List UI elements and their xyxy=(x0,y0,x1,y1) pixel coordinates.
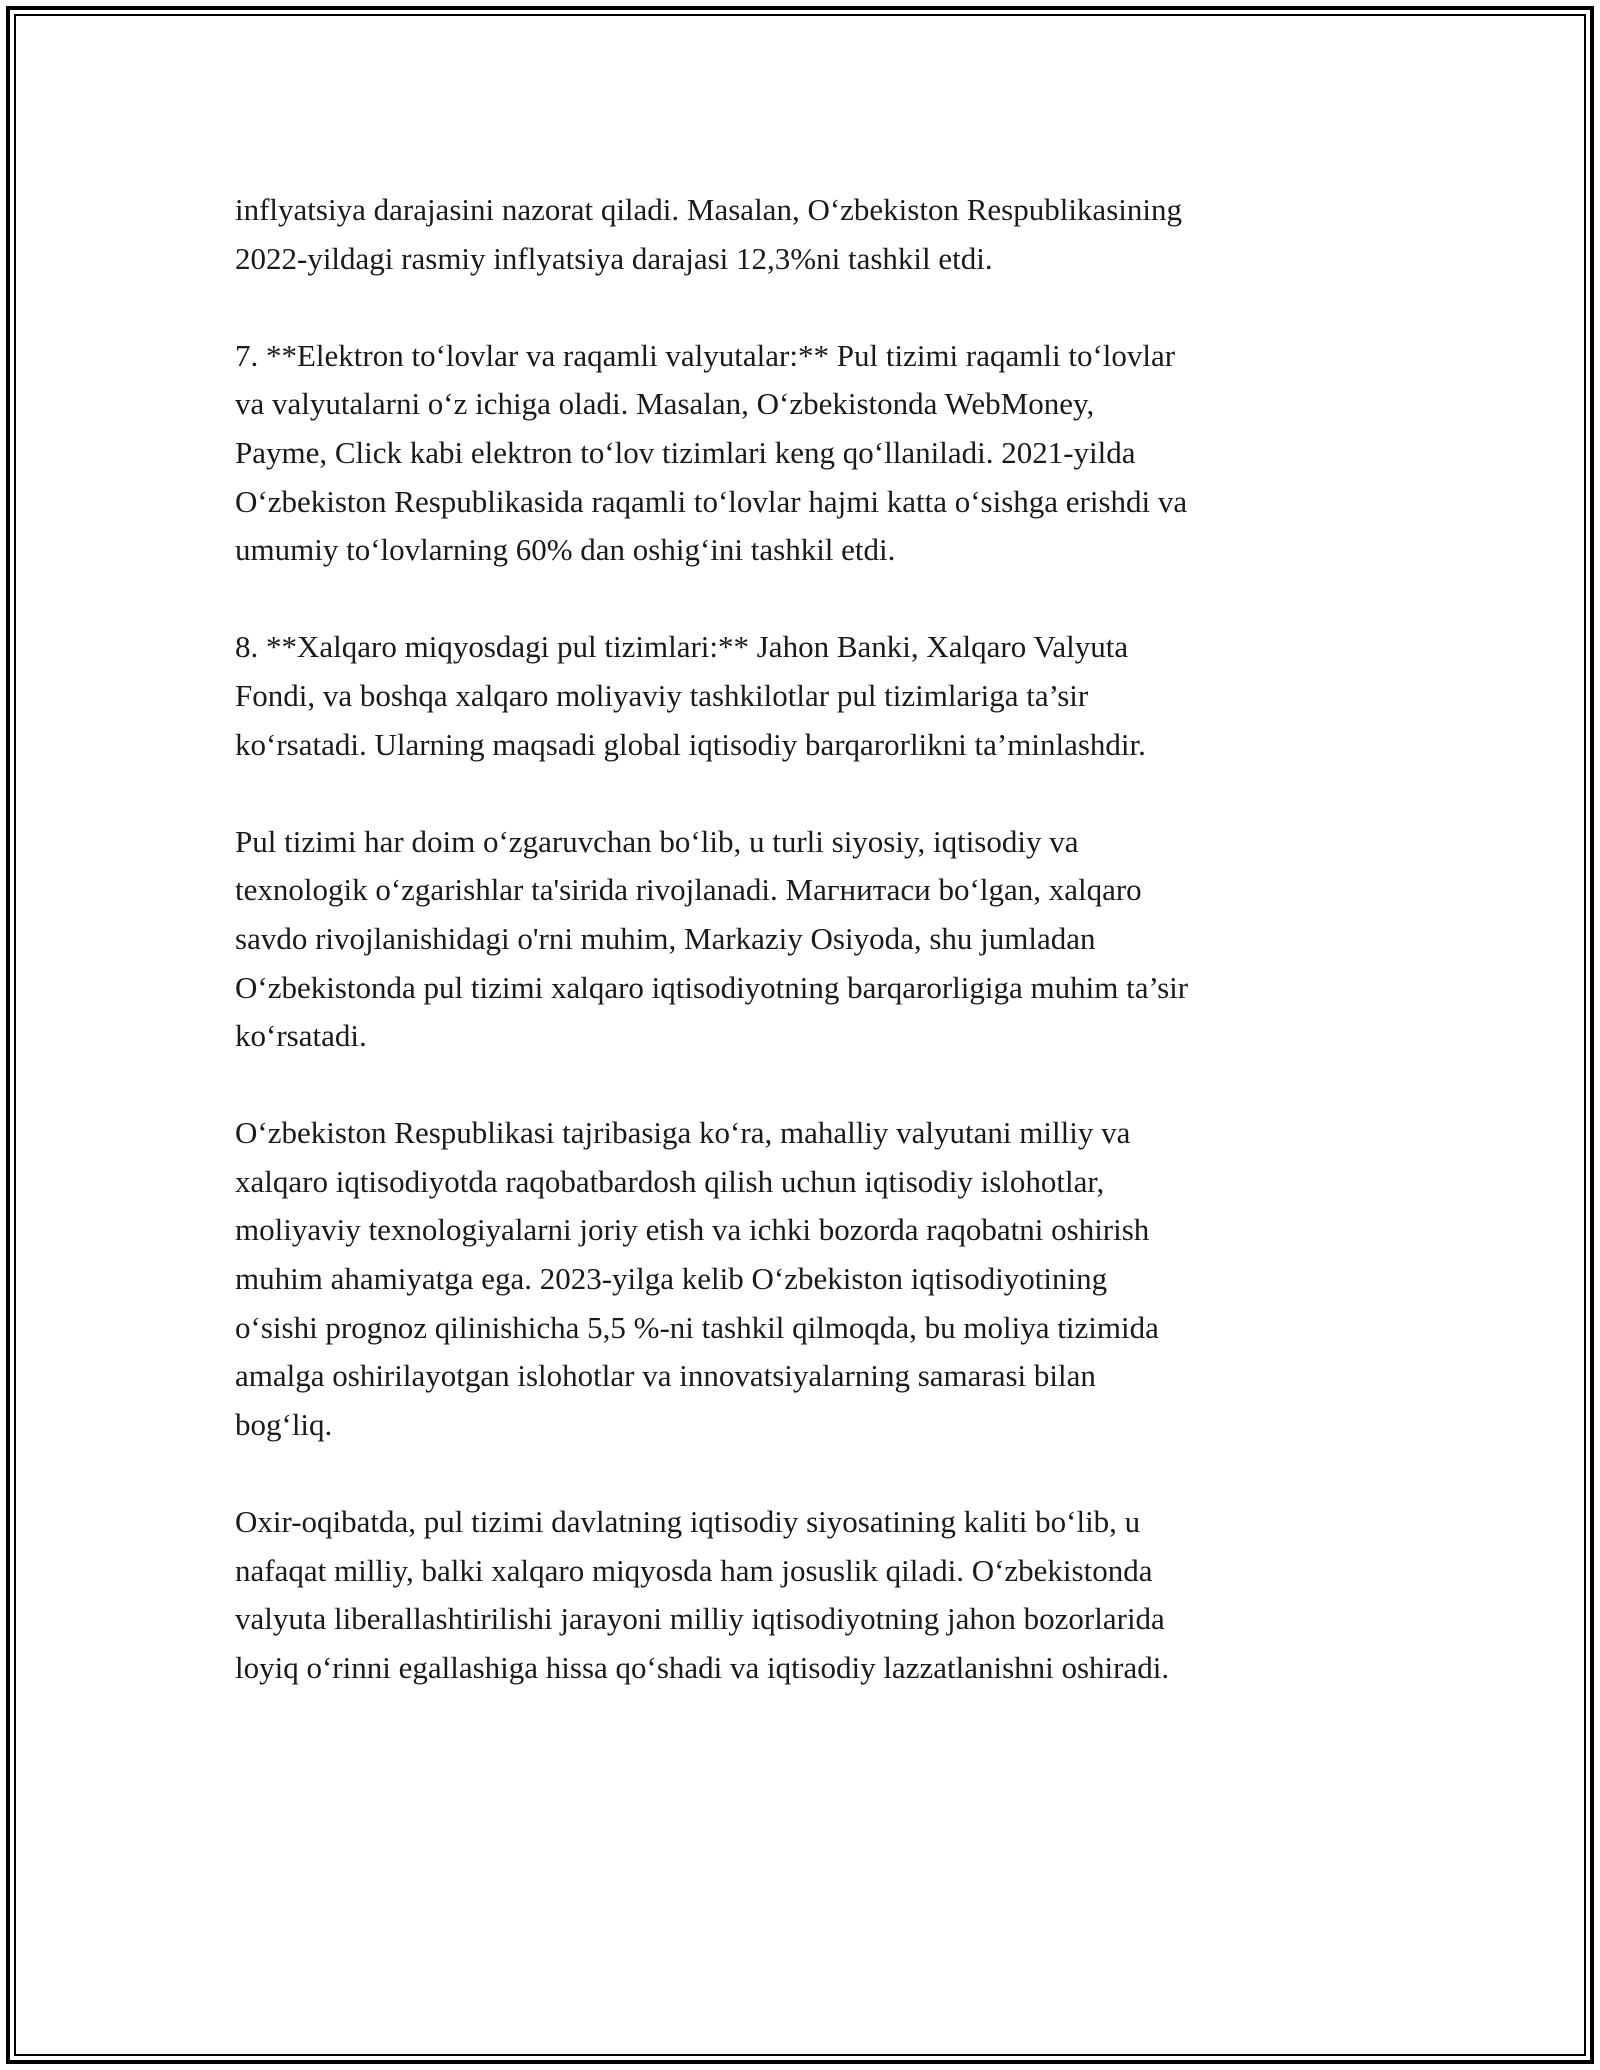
text-line: 8. **Xalqaro miqyosdagi pul tizimlari:** Jahon Banki, Xalqaro Valyuta xyxy=(235,629,1129,665)
text-line: 2022-yildagi rasmiy inflyatsiya darajasi 12,3%ni tashkil etdi. xyxy=(235,240,993,276)
text-line: 7. **Elektron to‘lovlar va raqamli valyutalar:** Pul tizimi raqamli to‘lovlar xyxy=(235,337,1176,373)
text-line: valyuta liberallashtirilishi jarayoni milliy iqtisodiyotning jahon bozorlarida xyxy=(235,1601,1165,1637)
text-line: ko‘rsatadi. xyxy=(235,1018,367,1054)
text-line: Pul tizimi har doim o‘zgaruvchan bo‘lib, u turli siyosiy, iqtisodiy va xyxy=(235,823,1079,859)
text-line: bog‘liq. xyxy=(235,1406,333,1442)
text-line: Payme, Click kabi elektron to‘lov tizimlari keng qo‘llaniladi. 2021-yilda xyxy=(235,434,1136,470)
paragraph-changing-system xyxy=(235,818,1365,1061)
paragraph-international-systems xyxy=(235,623,1365,769)
text-line: o‘sishi prognoz qilinishicha 5,5 %-ni tashkil qilmoqda, bu moliya tizimida xyxy=(235,1309,1159,1345)
text-line: amalga oshirilayotgan islohotlar va innovatsiyalarning samarasi bilan xyxy=(235,1358,1096,1394)
paragraph-electronic-payments xyxy=(235,332,1365,575)
text-line: moliyaviy texnologiyalarni joriy etish va ichki bozorda raqobatni oshirish xyxy=(235,1212,1150,1248)
document-body xyxy=(235,186,1365,1741)
text-line: nafaqat milliy, balki xalqaro miqyosda ham josuslik qiladi. O‘zbekistonda xyxy=(235,1552,1153,1588)
text-line: O‘zbekiston Respublikasida raqamli to‘lovlar hajmi katta o‘sishga erishdi va xyxy=(235,483,1188,519)
text-line: texnologik o‘zgarishlar ta'sirida rivojlanadi. Магнитаси bo‘lgan, xalqaro xyxy=(235,872,1142,908)
text-line: Oxir-oqibatda, pul tizimi davlatning iqtisodiy siyosatining kaliti bo‘lib, u xyxy=(235,1504,1141,1540)
text-line: O‘zbekiston Respublikasi tajribasiga ko‘ra, mahalliy valyutani milliy va xyxy=(235,1115,1131,1151)
paragraph-conclusion xyxy=(235,1498,1365,1692)
text-line: loyiq o‘rinni egallashiga hissa qo‘shadi va iqtisodiy lazzatlanishni oshiradi. xyxy=(235,1649,1170,1685)
text-line: ko‘rsatadi. Ularning maqsadi global iqtisodiy barqarorlikni ta’minlashdir. xyxy=(235,726,1146,762)
text-line: Fondi, va boshqa xalqaro moliyaviy tashkilotlar pul tizimlariga ta’sir xyxy=(235,677,1089,713)
text-line: va valyutalarni o‘z ichiga oladi. Masalan, O‘zbekistonda WebMoney, xyxy=(235,386,1095,422)
text-line: umumiy to‘lovlarning 60% dan oshig‘ini tashkil etdi. xyxy=(235,532,896,568)
paragraph-inflation xyxy=(235,186,1365,283)
text-line: inflyatsiya darajasini nazorat qiladi. Masalan, O‘zbekiston Respublikasining xyxy=(235,192,1182,227)
text-line: O‘zbekistonda pul tizimi xalqaro iqtisodiyotning barqarorligiga muhim ta’sir xyxy=(235,969,1189,1005)
text-line: savdo rivojlanishidagi o'rni muhim, Markaziy Osiyoda, shu jumladan xyxy=(235,920,1096,956)
paragraph-uzbekistan-experience xyxy=(235,1109,1365,1449)
text-line: xalqaro iqtisodiyotda raqobatbardosh qilish uchun iqtisodiy islohotlar, xyxy=(235,1163,1105,1199)
text-line: muhim ahamiyatga ega. 2023-yilga kelib O‘zbekiston iqtisodiyotining xyxy=(235,1261,1108,1297)
